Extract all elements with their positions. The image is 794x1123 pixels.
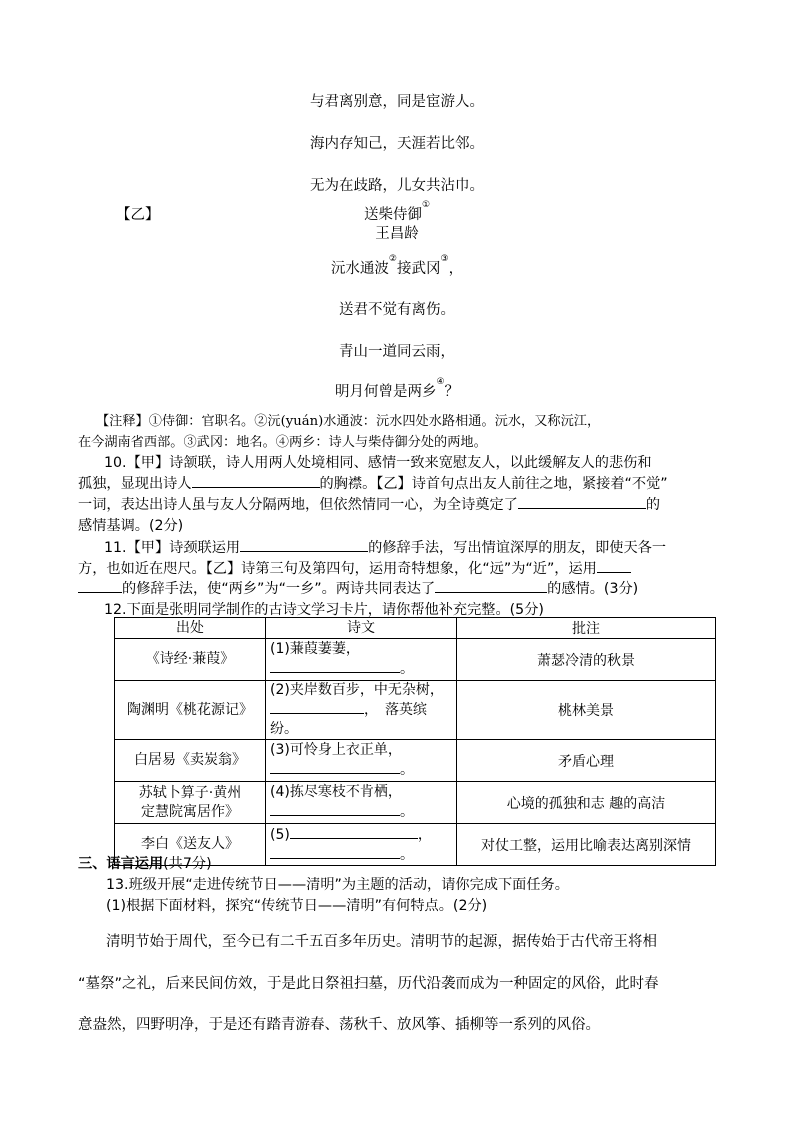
row-text-blank-line <box>270 700 452 739</box>
header-source: 出处 <box>115 618 266 639</box>
row-text-b: 。 <box>400 804 414 820</box>
poem1-line-2: 海内存知己，天涯若比邻。 <box>310 136 484 152</box>
table-row <box>115 681 716 740</box>
q12-intro: 12.下面是张明同学制作的古诗文学习卡片，请你帮他补充完整。(5分) <box>104 602 544 618</box>
answer-blank[interactable] <box>192 474 320 488</box>
row-text-b: 。 <box>400 846 414 863</box>
q11-line-3 <box>78 578 638 598</box>
material-line-3: 意盎然，四野明净，于是还有踏青游春、荡秋千、放风筝、插柳等一系列的风俗。 <box>78 1017 600 1033</box>
row-text <box>266 782 457 824</box>
row-text-a: (5) <box>270 826 290 843</box>
table-header-row <box>115 618 716 639</box>
section3-heading <box>78 853 212 873</box>
header-text: 诗文 <box>266 618 457 639</box>
row-text-a: (1)蒹葭萋萋， <box>270 641 360 657</box>
row-source: 《诗经·蒹葭》 <box>115 639 266 681</box>
row-text-blank-line <box>270 760 452 780</box>
poem2-line-1 <box>0 254 794 278</box>
q10-text: 孤独，显现出诗人 <box>78 476 192 492</box>
q11-text: 的感情。(3分) <box>547 581 639 597</box>
poem2-line-1-c: ， <box>448 261 464 277</box>
answer-blank[interactable] <box>240 538 368 552</box>
poem2-tag: 【乙】 <box>116 207 160 223</box>
row-text-a2: ， <box>417 826 432 843</box>
poem2-line-4-b: ？ <box>444 384 460 400</box>
footnote-marker: ② <box>388 254 397 264</box>
table-row <box>115 639 716 681</box>
footnote-marker: ③ <box>440 254 449 264</box>
row-text-a: (3)可怜身上衣正单， <box>270 742 402 758</box>
q11-text: 方，也如近在咫尺。【乙】诗第三句及第四句，运用奇特想象，化“远”为“近”，运用 <box>78 561 597 577</box>
table-row <box>115 782 716 824</box>
q10-text: 的 <box>645 497 661 513</box>
poem1-line-3: 无为在歧路，儿女共沾巾。 <box>310 178 484 194</box>
q10-text: 的胸襟。【乙】诗首句点出友人前往之地，紧接着“不觉” <box>319 476 668 492</box>
study-card-table <box>114 617 716 866</box>
answer-blank[interactable] <box>518 495 646 509</box>
row-text-b: 。 <box>400 661 414 677</box>
answer-blank[interactable] <box>270 802 400 816</box>
row-text-a: (4)拣尽寒枝不肯栖， <box>270 784 402 800</box>
material-line-1: 清明节始于周代，至今已有二千五百多年历史。清明节的起源，据传始于古代帝王将相 <box>106 934 657 950</box>
poem2-line-3: 青山一道同云雨， <box>339 344 455 360</box>
poem2-line-4 <box>0 377 794 401</box>
poem2-line-1-a: 沅水通波 <box>330 261 389 277</box>
q13-prompt: 13.班级开展“走进传统节日——清明”为主题的活动，请你完成下面任务。 <box>106 877 569 893</box>
section3-title: 三、语言运用 <box>78 856 164 872</box>
poem2-line-2: 送君不觉有离伤。 <box>339 302 455 318</box>
footnote-marker: ① <box>421 200 431 210</box>
answer-blank[interactable] <box>270 700 364 714</box>
row-text-b: ， 落英缤纷。 <box>270 702 427 737</box>
row-text-blank-line <box>270 659 452 679</box>
row-source: 陶渊明《桃花源记》 <box>115 681 266 740</box>
answer-blank[interactable] <box>78 579 122 593</box>
notes-line-1: 【注释】①侍御：官职名。②沅(yuán)水通波：沅水四处水路相通。沅水，又称沅江， <box>96 414 601 429</box>
q11-text: 11.【甲】诗颈联运用 <box>104 540 241 556</box>
q11-text: 的修辞手法，写出情谊深厚的朋友，即使天各一 <box>368 540 667 556</box>
row-annotation: 萧瑟冷清的秋景 <box>457 639 716 681</box>
row-source-b: 定慧院寓居作》 <box>141 803 239 820</box>
q13-1-prompt: (1)根据下面材料，探究“传统节日——清明”有何特点。(2分) <box>106 898 488 914</box>
material-line-2: “墓祭”之礼，后来民间仿效，于是此日祭祖扫墓，历代沿袭而成为一种固定的风俗，此时春 <box>78 976 659 992</box>
q10-line-2 <box>78 473 668 493</box>
answer-blank[interactable] <box>270 659 400 673</box>
q11-line-2 <box>78 558 631 578</box>
poem2-title-text: 送柴侍御 <box>363 207 422 223</box>
row-annotation: 心境的孤独和志 趣的高洁 <box>457 782 716 824</box>
poem1-line-1: 与君离别意，同是宦游人。 <box>310 94 484 110</box>
poem2-line-1-b: 接武冈 <box>397 261 441 277</box>
row-text <box>266 740 457 782</box>
answer-blank[interactable] <box>270 760 400 774</box>
row-annotation: 矛盾心理 <box>457 740 716 782</box>
answer-blank[interactable] <box>597 559 631 573</box>
poem2-title <box>0 200 794 224</box>
row-source <box>115 782 266 824</box>
row-text-blank-line <box>270 802 452 822</box>
header-annotation: 批注 <box>457 618 716 639</box>
row-text <box>266 639 457 681</box>
poem2-line-4-a: 明月何曾是两乡 <box>334 384 437 400</box>
row-text-first-line <box>270 825 452 845</box>
q10-line-3 <box>78 494 660 514</box>
answer-blank[interactable] <box>435 579 547 593</box>
notes-line-2: 在今湖南省西部。③武冈：地名。④两乡：诗人与柴侍御分处的两地。 <box>78 435 487 450</box>
section3-score: (共7分) <box>163 856 212 872</box>
row-text-b: 。 <box>400 762 414 778</box>
answer-blank[interactable] <box>290 825 418 839</box>
q10-line-1: 10.【甲】诗颔联，诗人用两人处境相同、感情一致来宽慰友人，以此缓解友人的悲伤和 <box>104 455 652 471</box>
row-text-a: (2)夹岸数百步，中无杂树， <box>270 682 444 698</box>
table-row <box>115 740 716 782</box>
q10-text: 一词，表达出诗人虽与友人分隔两地，但依然情同一心，为全诗奠定了 <box>78 497 518 513</box>
row-text-blank-line <box>270 845 452 865</box>
row-annotation: 桃林美景 <box>457 681 716 740</box>
footnote-marker: ④ <box>436 377 445 387</box>
row-text <box>266 681 457 740</box>
q11-text: 的修辞手法，使“两乡”为“一乡”。两诗共同表达了 <box>122 581 436 597</box>
q10-line-4: 感情基调。(2分) <box>78 518 184 534</box>
row-source-a: 苏轼卜算子·黄州 <box>138 784 242 801</box>
answer-blank[interactable] <box>270 845 400 859</box>
q11-line-1 <box>104 537 666 557</box>
row-annotation: 对仗工整，运用比喻表达离别深情 <box>457 824 716 866</box>
row-source: 李白《送友人》 <box>115 824 266 866</box>
row-text <box>266 824 457 866</box>
poem2-author: 王昌龄 <box>375 226 419 242</box>
row-source: 白居易《卖炭翁》 <box>115 740 266 782</box>
